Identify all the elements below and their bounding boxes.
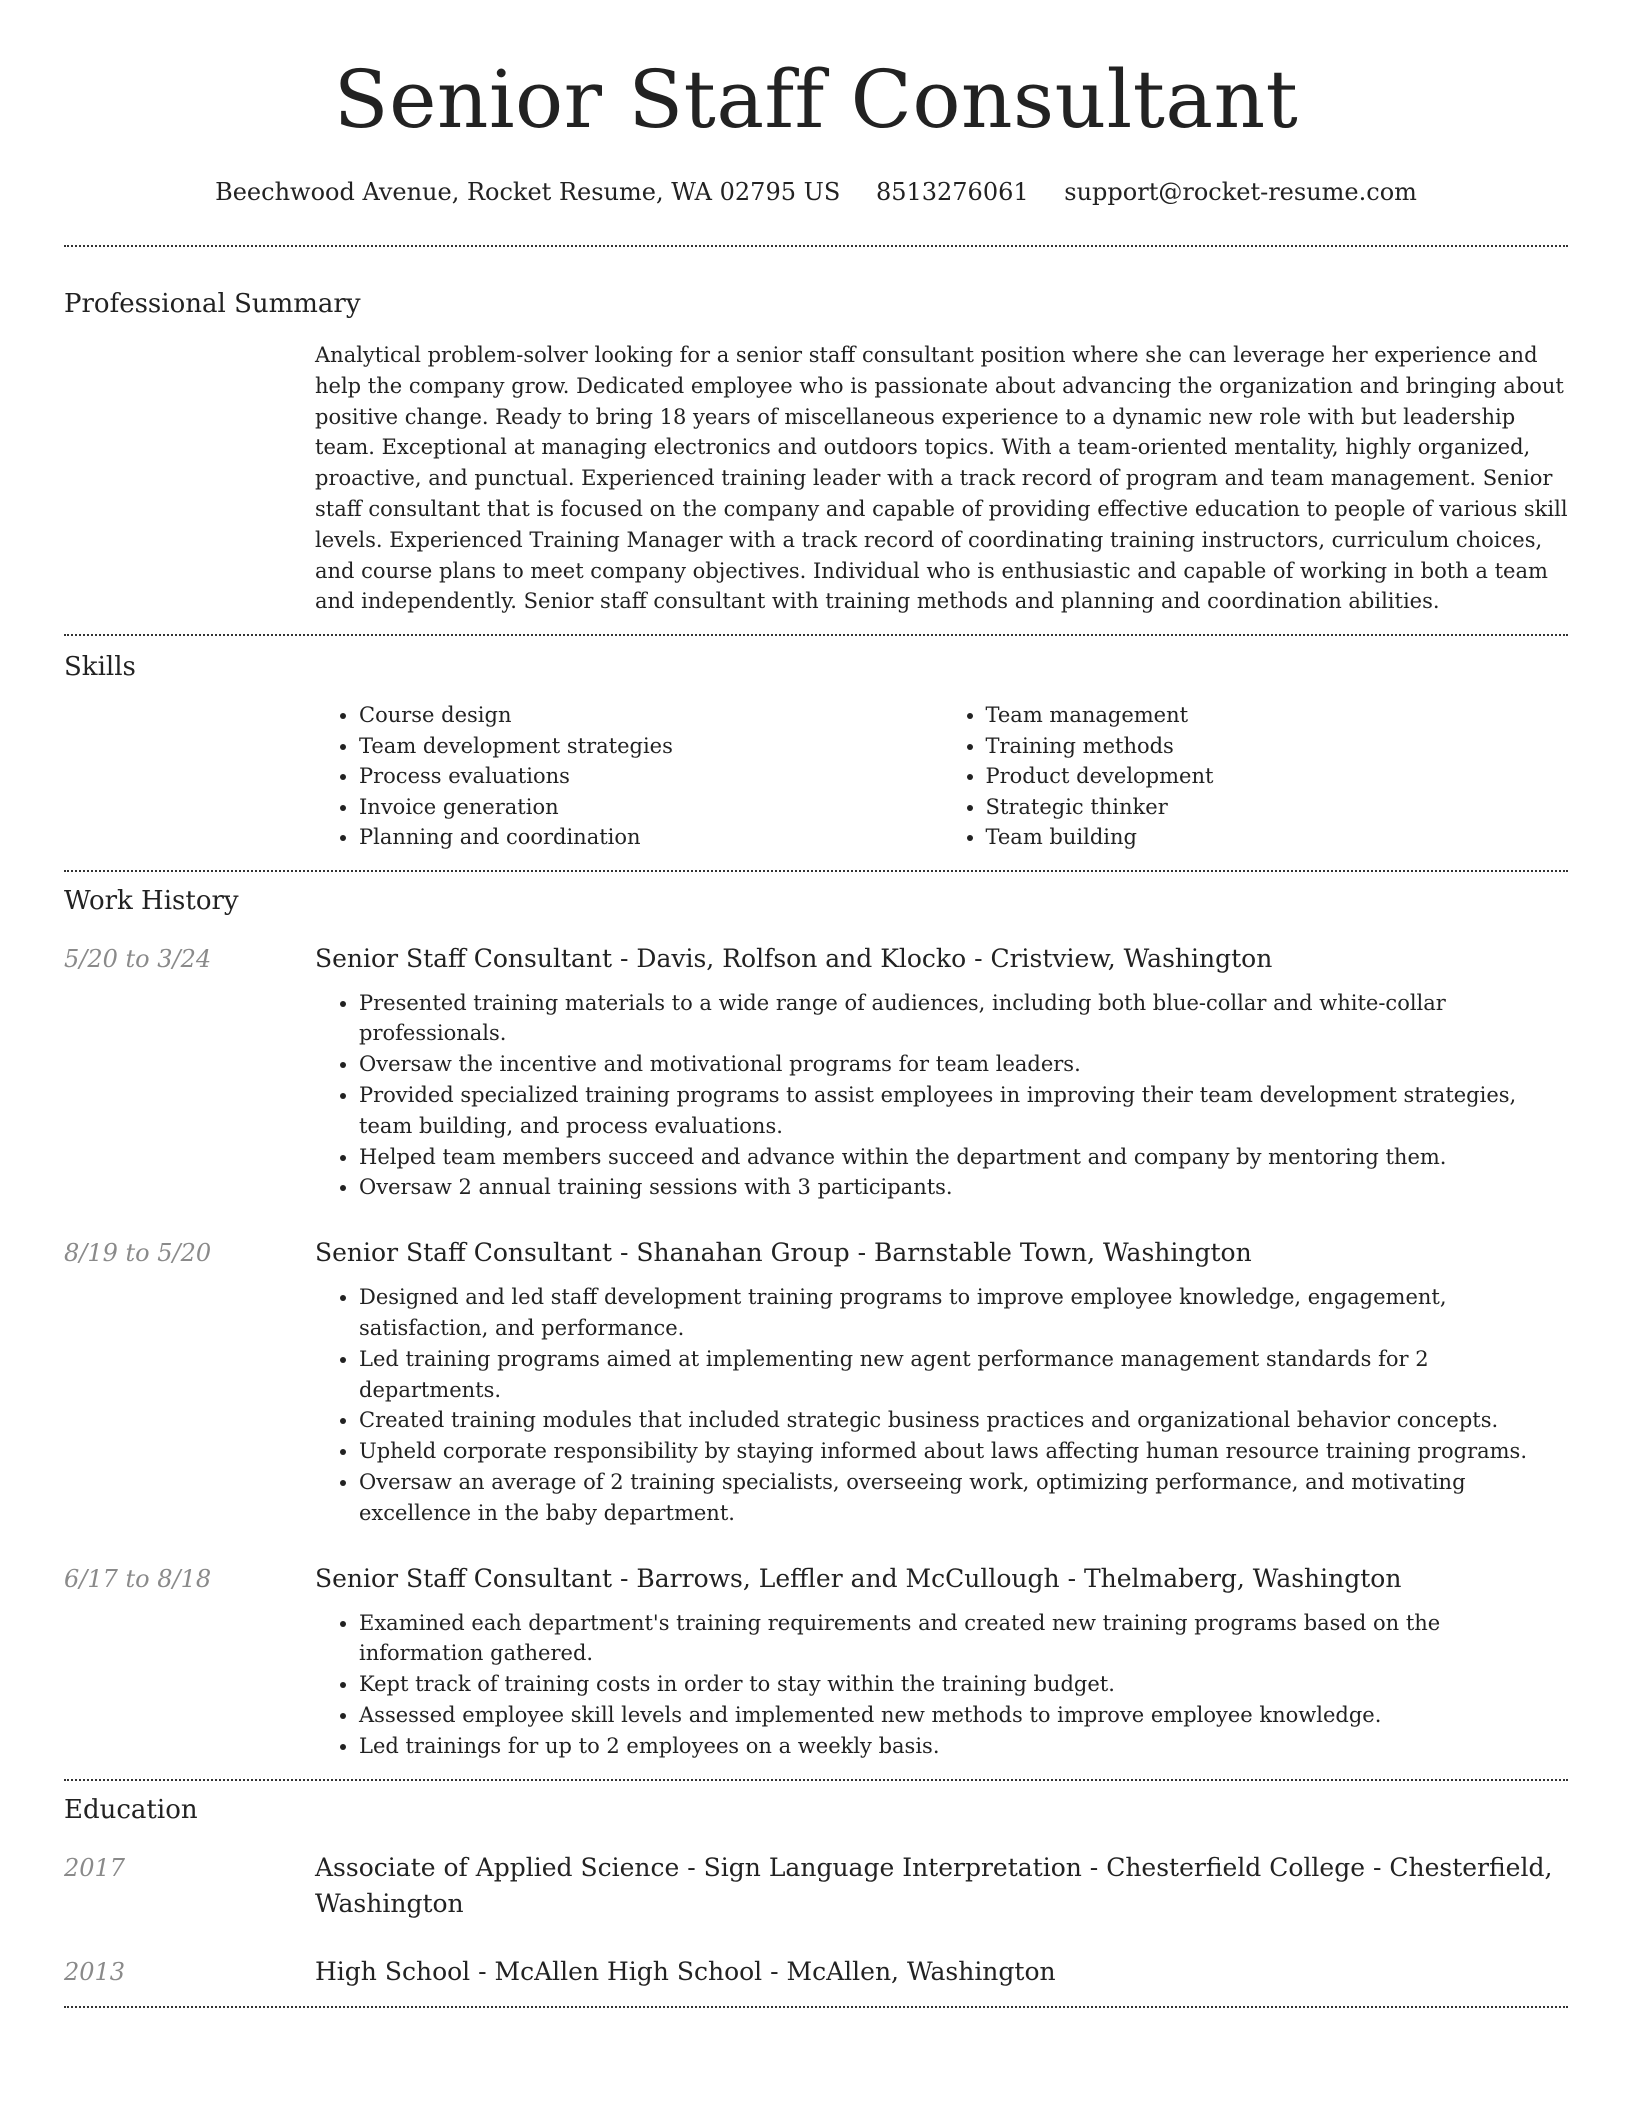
job-title: Senior Staff Consultant - Barrows, Leffler and McCullough - Thelmaberg, Washington [315, 1563, 1402, 1593]
job-bullet: • Led trainings for up to 2 employees on a weekly basis. [359, 1731, 1568, 1762]
job-bullet: • Oversaw an average of 2 training specialists, overseeing work, optimizing performance, and motivating excellence in the baby department. [359, 1467, 1568, 1529]
education-text: High School - McAllen High School - McAllen, Washington [315, 1956, 1056, 1986]
section-divider [64, 870, 1568, 872]
contact-email: support@rocket-resume.com [1064, 178, 1417, 206]
job-entry [64, 1235, 1568, 1528]
job-bullets [315, 988, 1568, 1204]
job-title: Senior Staff Consultant - Shanahan Group - Barnstable Town, Washington [315, 1238, 1252, 1268]
skills-column-left [315, 700, 942, 853]
job-bullet: • Kept track of training costs in order to stay within the training budget. [359, 1669, 1568, 1700]
job-dates: 6/17 to 8/18 [64, 1564, 212, 1593]
section-title-work: Work History [64, 885, 239, 916]
job-bullet: • Upheld corporate responsibility by staying informed about laws affecting human resource training programs. [359, 1436, 1568, 1467]
skill-item: • Team building [986, 822, 1569, 853]
job-dates: 8/19 to 5/20 [64, 1239, 212, 1268]
job-bullet: • Assessed employee skill levels and implemented new methods to improve employee knowledge. [359, 1700, 1568, 1731]
job-bullet: • Provided specialized training programs to assist employees in improving their team development strategies, team building, and process evaluations. [359, 1080, 1568, 1142]
education-text: Associate of Applied Science - Sign Language Interpretation - Chesterfield College - Chesterfield, Washington [315, 1852, 1553, 1918]
job-entry [64, 941, 1568, 1204]
education-year: 2017 [64, 1853, 126, 1882]
skill-item: • Training methods [986, 731, 1569, 762]
section-title-summary: Professional Summary [64, 289, 361, 319]
section-divider [64, 2006, 1568, 2008]
job-bullet: • Oversaw 2 annual training sessions with 3 participants. [359, 1172, 1568, 1203]
skill-item: • Team development strategies [359, 731, 942, 762]
skill-item: • Process evaluations [359, 761, 942, 792]
section-divider [64, 634, 1568, 636]
job-title: Senior Staff Consultant - Davis, Rolfson and Klocko - Cristview, Washington [315, 943, 1273, 973]
skill-item: • Course design [359, 700, 942, 731]
job-bullet: • Helped team members succeed and advance within the department and company by mentoring them. [359, 1142, 1568, 1173]
education-entry [64, 1850, 1568, 1922]
resume-page [64, 0, 1568, 2008]
skills-list [315, 700, 1568, 853]
skill-item: • Product development [986, 761, 1569, 792]
summary-text: Analytical problem-solver looking for a senior staff consultant position where she can leverage her experience and help the company grow. Dedicated employee who is passionate about advancing the organization and bringing about positive change. Ready to bring 18 years of miscellaneous experience to a dynamic new role with but leadership team. Exceptional at managing electronics and outdoors topics. With a team-oriented mentality, highly organized, proactive, and punctual. Experienced training leader with a track record of program and team management. Senior staff consultant that is focused on the company and capable of providing effective education to people of various skill levels. Experienced Training Manager with a track record of coordinating training instructors, curriculum choices, and course plans to meet company objectives. Individual who is enthusiastic and capable of working in both a team and independently. Senior staff consultant with training methods and planning and coordination abilities. [315, 343, 1568, 614]
section-divider [64, 245, 1568, 247]
resume-name: Senior Staff Consultant [333, 53, 1299, 146]
job-bullet: • Oversaw the incentive and motivational programs for team leaders. [359, 1049, 1568, 1080]
job-bullets [315, 1282, 1568, 1528]
education-entry [64, 1954, 1568, 1990]
section-title-education: Education [64, 1794, 198, 1825]
section-divider [64, 1779, 1568, 1781]
contact-address: Beechwood Avenue, Rocket Resume, WA 02795 US [215, 178, 841, 206]
job-bullet: • Presented training materials to a wide range of audiences, including both blue-collar and white-collar professionals. [359, 988, 1568, 1050]
job-bullets [315, 1608, 1568, 1762]
contact-phone: 8513276061 [875, 178, 1029, 206]
skill-item: • Team management [986, 700, 1569, 731]
job-bullet: • Led training programs aimed at implementing new agent performance management standards for 2 departments. [359, 1344, 1568, 1406]
skill-item: • Strategic thinker [986, 792, 1569, 823]
skills-column-right [942, 700, 1569, 853]
skill-item: • Planning and coordination [359, 822, 942, 853]
job-entry [64, 1561, 1568, 1762]
job-bullet: • Designed and led staff development training programs to improve employee knowledge, engagement, satisfaction, and performance. [359, 1282, 1568, 1344]
job-bullet: • Created training modules that included strategic business practices and organizational behavior concepts. [359, 1405, 1568, 1436]
job-bullet: • Examined each department's training requirements and created new training programs based on the information gathered. [359, 1608, 1568, 1670]
skill-item: • Invoice generation [359, 792, 942, 823]
job-dates: 5/20 to 3/24 [64, 944, 212, 973]
contact-line [64, 176, 1568, 208]
section-title-skills: Skills [64, 652, 136, 683]
education-year: 2013 [64, 1957, 126, 1986]
